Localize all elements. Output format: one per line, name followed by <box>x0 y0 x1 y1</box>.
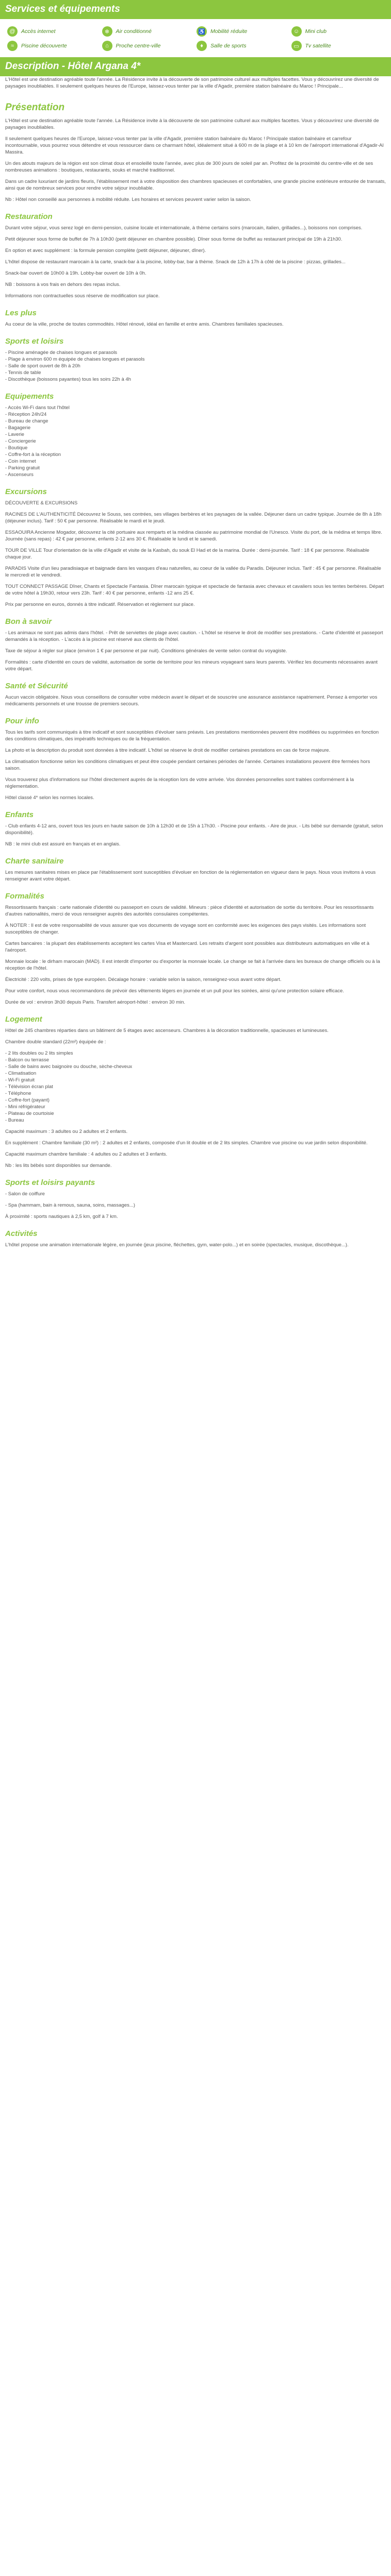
list-item: - Tennis de table <box>5 370 41 376</box>
section-title: Les plus <box>5 309 37 317</box>
section-paragraph: Formalités : carte d'identité en cours de validité, autorisation de sortie de territoire pour les mineurs voyageant sans leurs parents. Vérifiez les documents nécessaires avant votre départ. <box>5 659 378 672</box>
list-item: - Discothèque (boissons payantes) tous les soirs 22h à 4h <box>5 377 131 382</box>
pool-icon: ≈ <box>7 41 18 51</box>
list-item: - Coffre-fort (payant) <box>5 1097 50 1103</box>
section-title: Activités <box>5 1229 38 1238</box>
list-item: - Salle de sport ouvert de 8h à 20h <box>5 363 80 369</box>
list-item: - Salle de bains avec baignoire ou douche, sèche-cheveux <box>5 1064 133 1070</box>
section <box>5 487 386 608</box>
section-paragraph: Ressortissants français : carte nationale d'identité ou passeport en cours de validité. Mineurs : pièce d'identité et autorisation de sortie du territoire. Pour les ressortissants d'autres nationalités, merci de vous renseigner auprès des autorités consulaires compétentes. <box>5 905 374 917</box>
list-item: - Téléphone <box>5 1091 31 1096</box>
services-grid <box>0 19 391 57</box>
section <box>5 617 386 672</box>
section-title: Formalités <box>5 892 44 901</box>
section-paragraph: Tous les tarifs sont communiqués à titre indicatif et sont susceptibles d'évoluer sans préavis. Les prestations mentionnées peuvent être modifiées ou supprimées en fonction des conditions climatiques, des impératifs techniques ou de la fréquentation. <box>5 730 379 742</box>
section-paragraph: Les mesures sanitaires mises en place par l'établissement sont susceptibles d'évoluer en fonction de la réglementation en vigueur dans le pays. Nous vous invitons à vous renseigner avant votre départ. <box>5 870 376 882</box>
section-paragraph: Électricité : 220 volts, prises de type européen. Décalage horaire : variable selon la saison, renseignez-vous avant votre départ. <box>5 977 282 982</box>
section-list <box>5 404 386 478</box>
section-paragraph: Capacité maximum chambre familiale : 4 adultes ou 2 adultes et 3 enfants. <box>5 1151 168 1157</box>
section-paragraph: ESSAOUIRA Ancienne Mogador, découvrez la cité portuaire aux remparts et la médina classée au patrimoine mondial de l'Unesco. Visite du port, de la médina et temps libre. Journée (sans repas) : 42 € par personne, enfants 2-12 ans 30 €. Réalisable le lundi et le samedi. <box>5 530 382 542</box>
section-paragraph: En supplément : Chambre familiale (30 m²) : 2 adultes et 2 enfants, composée d'un lit double et de 2 lits simples. Chambre vue piscine ou vue jardin selon disponibilité. <box>5 1140 368 1146</box>
section-paragraph: L'hôtel dispose de restaurant marocain à la carte, snack-bar à la piscine, lobby-bar, bar à thème. Snack de 12h à 17h à côté de la piscine : pizzas, grillades... <box>5 259 346 265</box>
list-item: - Plateau de courtoisie <box>5 1111 54 1116</box>
list-item: - Boutique <box>5 445 28 451</box>
section-paragraph: La photo et la description du produit sont données à titre indicatif. L'hôtel se réserve le droit de modifier certaines prestations en cas de force majeure. <box>5 748 331 753</box>
list-item: - Bureau <box>5 1117 24 1123</box>
list-item: - Wi-Fi gratuit <box>5 1077 35 1083</box>
kids-icon: ☺ <box>291 26 302 37</box>
section-paragraph: Cartes bancaires : la plupart des établissements acceptent les cartes Visa et Mastercard. Les retraits d'argent sont possibles aux distributeurs automatiques en ville et à l'aéroport. <box>5 941 370 953</box>
section-paragraph: Snack-bar ouvert de 10h00 à 19h. Lobby-bar ouvert de 10h à 0h. <box>5 270 146 276</box>
section-paragraph: Dans un cadre luxuriant de jardins fleuris, l'établissement met à votre disposition des chambres spacieuses et confortables, une grande piscine extérieure entourée de transats, ainsi que de nombreux services pour rendre votre séjour inoubliable. <box>5 179 386 191</box>
dumbbell-icon: ♦ <box>197 41 207 51</box>
section-paragraph: La climatisation fonctionne selon les conditions climatiques et peut être coupée pendant certaines périodes de l'année. Certaines installations peuvent être fermées hors saison. <box>5 759 370 771</box>
section-paragraph: Chambre double standard (22m²) équipée de : <box>5 1039 106 1045</box>
section <box>5 1178 386 1220</box>
section-paragraph: Vous trouverez plus d'informations sur l'hôtel directement auprès de la réception lors de votre arrivée. Vos données personnelles sont traitées conformément à la réglementation. <box>5 777 354 789</box>
list-item: - Bureau de change <box>5 418 48 424</box>
list-item: - 2 lits doubles ou 2 lits simples <box>5 1050 73 1056</box>
section-paragraph: Aucun vaccin obligatoire. Nous vous conseillons de consulter votre médecin avant le départ et de souscrire une assurance assistance rapatriement. Pensez à emporter vos médicaments personnels et une trousse de premiers secours. <box>5 694 378 707</box>
section-paragraph: Hôtel de 245 chambres réparties dans un bâtiment de 5 étages avec ascenseurs. Chambres à la décoration traditionnelle, spacieuses et lumineuses. <box>5 1028 329 1033</box>
list-item: - Laverie <box>5 432 24 437</box>
service-label: Mini club <box>305 28 327 35</box>
section-title: Santé et Sécurité <box>5 682 68 690</box>
section-title: Présentation <box>5 102 65 113</box>
section-paragraph: À NOTER : Il est de votre responsabilité de vous assurer que vos documents de voyage sont en conformité avec les exigences des pays visités. Les informations sont susceptibles de changer. <box>5 923 366 935</box>
description-content <box>0 76 391 1263</box>
tv-icon: ▭ <box>291 41 302 51</box>
list-item: - Parking gratuit <box>5 465 40 471</box>
section-title: Bon à savoir <box>5 617 52 626</box>
list-item: - Balcon ou terrasse <box>5 1057 50 1063</box>
section-paragraph: Au coeur de la ville, proche de toutes commodités. Hôtel rénové, idéal en famille et entre amis. Chambres familiales spacieuses. <box>5 321 284 327</box>
list-item: - Coffre-fort à la réception <box>5 452 61 457</box>
service-label: Proche centre-ville <box>116 43 161 49</box>
section-title: Sports et loisirs <box>5 337 64 346</box>
section-title: Charte sanitaire <box>5 857 64 866</box>
service-label: Salle de sports <box>210 43 247 49</box>
service-label: Piscine découverte <box>21 43 67 49</box>
section-paragraph: NB : boissons à vos frais en dehors des repas inclus. <box>5 282 121 287</box>
section-paragraph: Monnaie locale : le dirham marocain (MAD). Il est interdit d'importer ou d'exporter la monnaie locale. Le change se fait à l'arrivée dans les bureaux de change officiels ou à la réception de l'hôtel. <box>5 959 380 971</box>
section <box>5 392 386 478</box>
list-item: - Réception 24h/24 <box>5 412 47 417</box>
service-item <box>7 41 102 51</box>
section-paragraph: - Spa (hammam, bain à remous, sauna, soins, massages...) <box>5 1202 135 1208</box>
section <box>5 892 386 1006</box>
section <box>5 1229 386 1248</box>
services-header: Services et équipements <box>0 0 391 19</box>
section-title: Sports et loisirs payants <box>5 1178 95 1187</box>
section-paragraph: Un des atouts majeurs de la région est son climat doux et ensoleillé toute l'année, avec plus de 300 jours de soleil par an. Profitez de la proximité du centre-ville et de ses nombreuses animations : boutiques, restaurants, souks et marché traditionnel. <box>5 161 373 173</box>
list-item: - Climatisation <box>5 1071 37 1076</box>
page <box>0 0 391 1263</box>
city-icon: ⌂ <box>102 41 112 51</box>
section <box>5 682 386 707</box>
section <box>5 1015 386 1169</box>
section <box>5 309 386 328</box>
section-title: Enfants <box>5 810 34 819</box>
section-paragraph: Informations non contractuelles sous réserve de modification sur place. <box>5 293 160 299</box>
list-item: - Ascenseurs <box>5 472 34 478</box>
section-paragraph: DÉCOUVERTE & EXCURSIONS <box>5 500 78 506</box>
list-item: - Mini réfrigérateur <box>5 1104 45 1110</box>
description-intro: L'Hôtel est une destination agréable toute l'année. La Résidence invite à la découverte de son patrimoine culturel aux multiples facettes. Vous y découvrirez une diversité de paysages inoubliables. Il seulement quelques heures de l'Europe, laissez-vous tenter par la ville d'Agadir, première station balnéaire du Maroc ! Principale... <box>5 77 379 89</box>
service-label: Tv satellite <box>305 43 331 49</box>
description-header: Description - Hôtel Argana 4* <box>0 57 391 76</box>
list-item: - Coin internet <box>5 459 36 464</box>
section <box>5 717 386 801</box>
section-title: Logement <box>5 1015 42 1024</box>
service-item <box>7 26 102 37</box>
section-paragraph: Taxe de séjour à régler sur place (environ 1 € par personne et par nuit). Conditions générales de vente selon contrat du voyagiste. <box>5 648 287 654</box>
section-paragraph: Durée de vol : environ 3h30 depuis Paris. Transfert aéroport-hôtel : environ 30 min. <box>5 999 186 1005</box>
section-paragraph: En option et avec supplément : la formule pension complète (petit déjeuner, déjeuner, dîner). <box>5 248 206 253</box>
service-item <box>102 26 197 37</box>
service-item <box>291 41 386 51</box>
section-paragraph: TOUR DE VILLE Tour d'orientation de la ville d'Agadir et visite de la Kasbah, du souk El Had et de la marina. Durée : demi-journée. Tarif : 18 € par personne. Réalisable chaque jour. <box>5 548 369 560</box>
section <box>5 212 386 299</box>
section-paragraph: TOUT CONNECT PASSAGE Dîner, Chants et Spectacle Fantasia. Dîner marocain typique et spectacle de fantasia avec chevaux et cavaliers sous les tentes berbères. Départ de votre hôtel à 19h30, retour vers 23h. Tarif : 40 € par personne, enfants -12 ans 25 €. <box>5 584 384 596</box>
wheelchair-icon: ♿ <box>197 26 207 37</box>
section-paragraph: Prix par personne en euros, donnés à titre indicatif. Réservation et règlement sur place. <box>5 602 195 607</box>
section-paragraph: Durant votre séjour, vous serez logé en demi-pension, cuisine locale et internationale, à thème certains soirs (marocain, italien, grillades...), boissons non comprises. <box>5 225 363 231</box>
section-paragraph: À proximité : sports nautiques à 2,5 km, golf à 7 km. <box>5 1214 118 1219</box>
section-paragraph: - Les animaux ne sont pas admis dans l'hôtel. - Prêt de serviettes de plage avec caution. - L'hôtel se réserve le droit de modifier ses prestations. - Carte d'identité et passeport demandés à la réception. - L'accès à la piscine est réservé aux clients de l'hôtel. <box>5 630 383 642</box>
sections <box>5 76 386 1248</box>
section <box>5 337 386 383</box>
section-title: Equipements <box>5 392 54 401</box>
section-list <box>5 1050 386 1124</box>
list-item: - Piscine aménagée de chaises longues et parasols <box>5 350 118 355</box>
section-paragraph: - Salon de coiffure <box>5 1191 45 1197</box>
section-paragraph: Hôtel classé 4* selon les normes locales. <box>5 795 94 801</box>
wifi-icon: @ <box>7 26 18 37</box>
section-paragraph: PARADIS Visite d'un lieu paradisiaque et baignade dans les vasques d'eau naturelles, au coeur de la vallée du Paradis. Déjeuner inclus. Tarif : 45 € par personne. Réalisable le mercredi et le vendredi. <box>5 566 381 578</box>
section-paragraph: Petit déjeuner sous forme de buffet de 7h à 10h30 (petit déjeuner en chambre possible). Dîner sous forme de buffet au restaurant principal de 19h à 21h30. <box>5 236 343 242</box>
snowflake-icon: ❄ <box>102 26 112 37</box>
section-list <box>5 349 386 383</box>
service-item <box>291 26 386 37</box>
list-item: - Conciergerie <box>5 438 36 444</box>
section-paragraph: NB : le mini club est assuré en français et en anglais. <box>5 841 121 847</box>
section-paragraph: Pour votre confort, nous vous recommandons de prévoir des vêtements légers en journée et un pull pour les soirées, ainsi qu'une protection solaire efficace. <box>5 988 344 994</box>
section-paragraph: RACINES DE L'AUTHENTICITÉ Découvrez le Souss, ses contrées, ses villages berbères et les paysages de la vallée. Déjeuner dans un cadre typique. Journée de 8h à 18h (déjeuner inclus). Tarif : 50 € par personne. Réalisable le mardi et le jeudi. <box>5 512 382 524</box>
list-item: - Plage à environ 600 m équipée de chaises longues et parasols <box>5 357 145 362</box>
section-paragraph: Il seulement quelques heures de l'Europe, laissez-vous tenter par la ville d'Agadir, première station balnéaire du Maroc ! Principale station balnéaire et carrefour incontournable, vous pourrez vous détendre et vous ressourcer dans ce charmant hôtel, idéalement situé à 600 m de la plage et à 10 km de l'aéroport international d'Agadir-Al Massira. <box>5 136 384 155</box>
section <box>5 102 386 203</box>
list-item: - Télévision écran plat <box>5 1084 53 1090</box>
section-title: Restauration <box>5 212 53 221</box>
section-paragraph: L'hôtel propose une animation internationale légère, en journée (jeux piscine, fléchettes, gym, water-polo...) et en soirée (spectacles, musique, discothèque...). <box>5 1242 349 1248</box>
service-label: Air conditionné <box>116 28 152 35</box>
service-item <box>197 41 291 51</box>
section-title: Excursions <box>5 487 47 496</box>
section-paragraph: Nb : Hôtel non conseillé aux personnes à mobilité réduite. Les horaires et services peuvent varier selon la saison. <box>5 197 251 202</box>
section <box>5 810 386 848</box>
service-item <box>197 26 291 37</box>
list-item: - Bagagerie <box>5 425 31 431</box>
section-paragraph: Capacité maximum : 3 adultes ou 2 adultes et 2 enfants. <box>5 1129 128 1134</box>
service-label: Mobilité réduite <box>210 28 248 35</box>
list-item: - Accès Wi-Fi dans tout l'hôtel <box>5 405 70 411</box>
section-title: Pour info <box>5 717 39 725</box>
section <box>5 857 386 883</box>
service-item <box>102 41 197 51</box>
section-paragraph: - Club enfants 4-12 ans, ouvert tous les jours en haute saison de 10h à 12h30 et de 15h à 17h30. - Piscine pour enfants. - Aire de jeux. - Lits bébé sur demande (gratuit, selon disponibilité). <box>5 823 383 836</box>
section-paragraph: L'Hôtel est une destination agréable toute l'année. La Résidence invite à la découverte de son patrimoine culturel aux multiples facettes. Vous y découvrirez une diversité de paysages inoubliables. <box>5 118 379 130</box>
section-paragraph: Nb : les lits bébés sont disponibles sur demande. <box>5 1163 112 1168</box>
service-label: Accès internet <box>21 28 56 35</box>
